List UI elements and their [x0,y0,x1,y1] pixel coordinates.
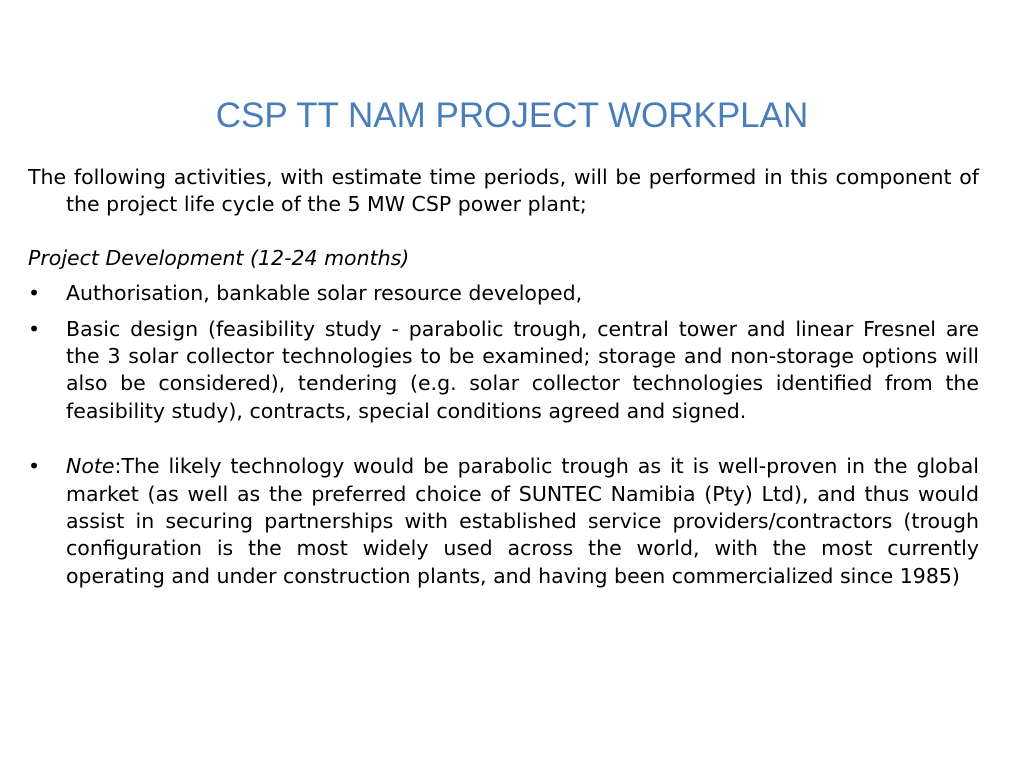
intro-paragraph: The following activities, with estimate time periods, will be performed in this component of the project life cycle of the 5 MW CSP power plant; [28,165,979,217]
bullet-icon: • [28,316,41,341]
list-item [28,280,979,307]
list-item-text: Basic design (feasibility study - parabolic trough, central tower and linear Fresnel are the 3 solar collector technologies to be examined; storage and non-storage options will also be considered), tendering (e.g. solar collector technologies identified from the feasibility study), contracts, special conditions agreed and signed. [66,316,979,423]
note-label: Note [66,454,115,479]
list-item [28,316,979,426]
note-list-item [28,453,979,590]
bullet-icon: • [28,454,41,479]
note-text: :The likely technology would be parabolic trough as it is well-proven in the global market (as well as the preferred choice of SUNTEC Namibia (Pty) Ltd), and thus would assist in securing partnerships with established service providers/contractors (trough configuration is the most widely used across the world, with the most currently operating and under construction plants, and having been commercialized since 1985) [66,454,979,588]
slide-title: CSP TT NAM PROJECT WORKPLAN [215,96,809,135]
section-heading: Project Development (12-24 months) [28,245,410,270]
list-item-text: Authorisation, bankable solar resource developed, [66,281,583,306]
activity-list [28,280,979,590]
slide-body [28,164,979,590]
bullet-icon: • [28,281,41,306]
